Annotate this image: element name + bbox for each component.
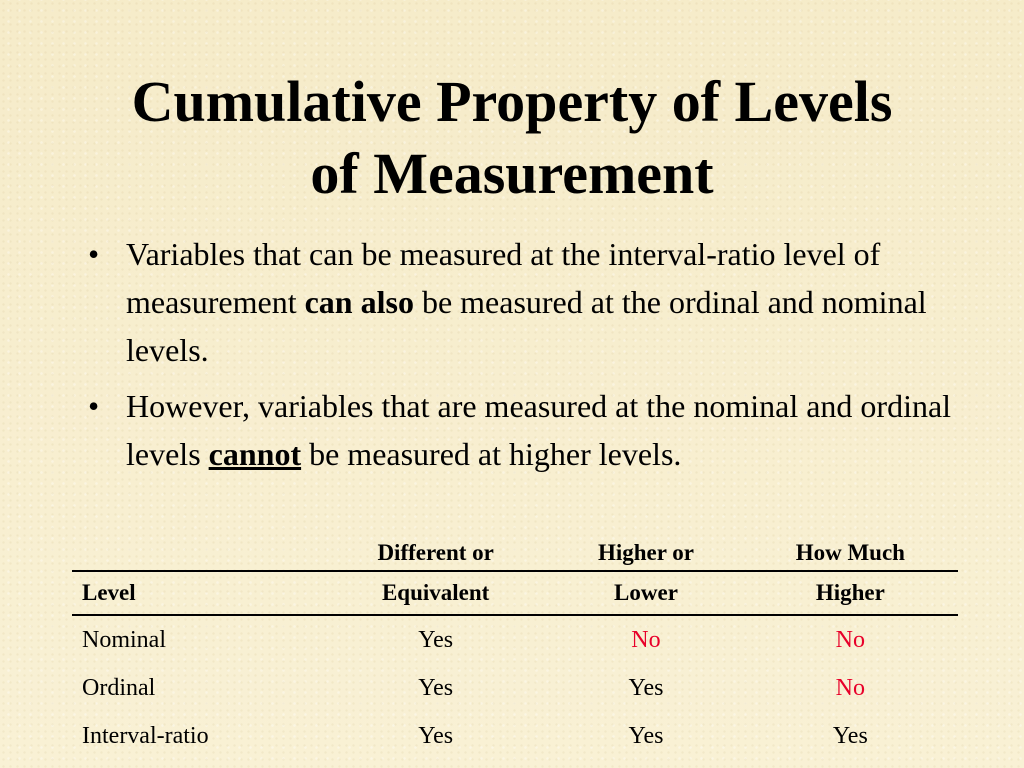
bullet-item-1 (84, 230, 964, 374)
table-cell: Yes (418, 674, 454, 701)
bullet-emphasis: cannot (208, 436, 302, 472)
bullet-text-post: be measured at higher levels. (301, 436, 682, 472)
header-cell: Equivalent (322, 571, 549, 615)
slide-title (0, 66, 1024, 210)
header-cell: Different or (322, 528, 549, 571)
bullet-emphasis: can also (304, 284, 414, 320)
title-line-2: of Measurement (310, 141, 714, 206)
bullet-text-pre: Variables that can be measured at the interval-ratio level of measurement (126, 236, 881, 320)
table-cell: No (835, 674, 865, 701)
table-header-row-bottom (72, 571, 958, 615)
header-cell: Higher (743, 571, 958, 615)
title-line-1: Cumulative Property of Levels (131, 69, 893, 134)
table-cell: No (835, 626, 865, 653)
header-cell (72, 528, 322, 571)
table-cell: Yes (832, 722, 868, 749)
bullet-text-post: be measured at the ordinal and nominal levels. (126, 284, 927, 368)
levels-table (72, 528, 958, 760)
table-row (72, 664, 958, 712)
table-header-row-top (72, 528, 958, 571)
table-cell: No (631, 626, 661, 653)
table-cell: Yes (418, 626, 454, 653)
bullet-marker: • (88, 388, 100, 424)
bullet-text-pre: However, variables that are measured at the nominal and ordinal levels (126, 388, 952, 472)
table-cell: Yes (628, 674, 664, 701)
header-cell: Level (72, 571, 322, 615)
table-row (72, 712, 958, 760)
table-cell: Yes (418, 722, 454, 749)
table-cell: Nominal (82, 626, 166, 653)
header-cell: Lower (549, 571, 742, 615)
header-cell: Higher or (549, 528, 742, 571)
header-cell: How Much (743, 528, 958, 571)
bullet-list (84, 230, 964, 486)
table-cell: Ordinal (82, 674, 156, 701)
table-cell: Yes (628, 722, 664, 749)
table-cell: Interval-ratio (82, 722, 209, 749)
table-row (72, 615, 958, 664)
bullet-item-2 (84, 382, 964, 478)
bullet-marker: • (88, 236, 100, 272)
